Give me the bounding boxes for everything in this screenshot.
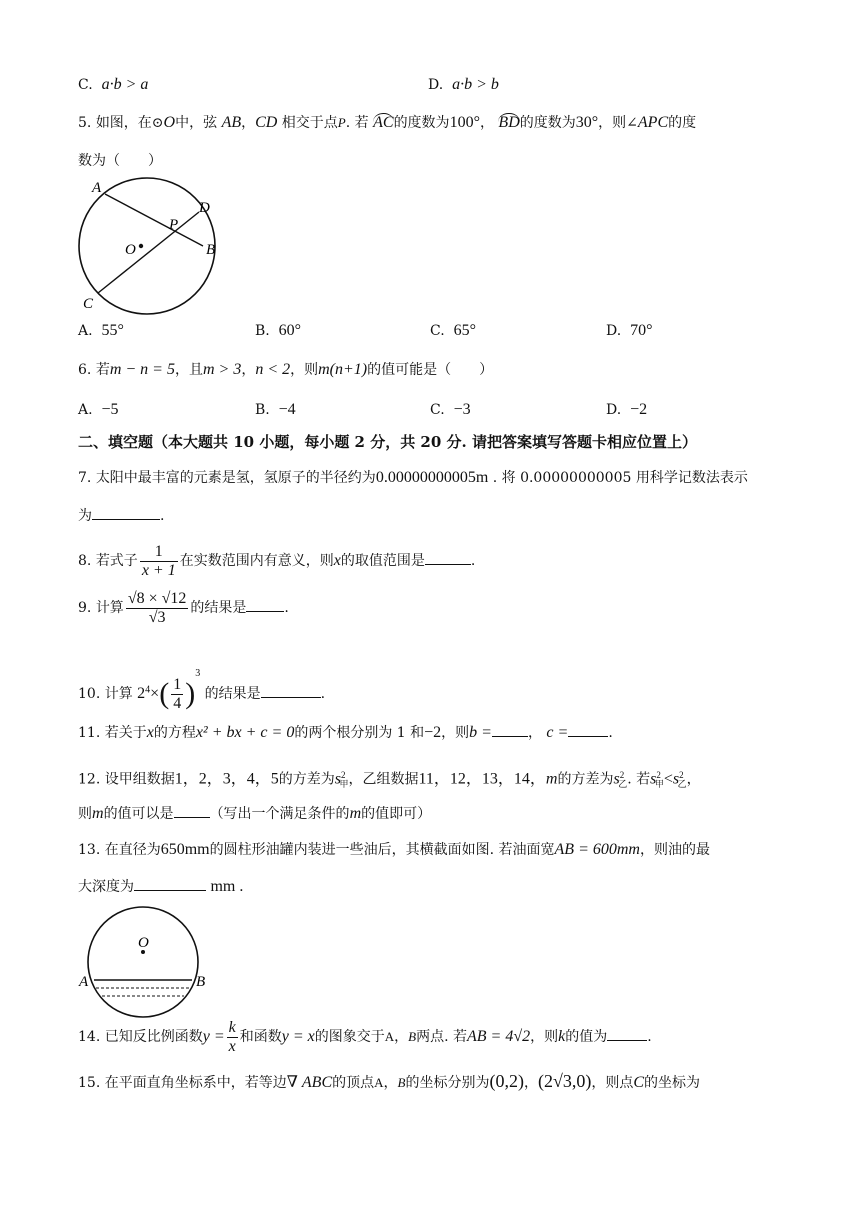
q6-option-d <box>606 400 647 420</box>
q5-text: 中，弦 <box>175 115 218 131</box>
q12-line-1: 12. 设甲组数据1，2，3，4，5的方差为$s^2_甲$，乙组数据11，12，13，14，m的方差为$s^2_乙$. 若$s^2_甲<s^2_乙$， <box>78 770 701 791</box>
answer-blank-b[interactable] <box>492 722 528 737</box>
q14-text: 的值为 <box>565 1029 608 1045</box>
q4-option-c <box>78 75 148 95</box>
q4-option-d-expr: a·b > b <box>452 76 499 93</box>
q13-text: 大深度为 <box>78 879 134 895</box>
q5-text: 如图，在⊙ <box>95 115 164 131</box>
root-value: −2 <box>424 724 442 741</box>
degree-30: 30° <box>575 114 599 131</box>
fraction-denominator: x + 1 <box>141 561 176 579</box>
q15-text: ， <box>523 1075 538 1091</box>
var-b: b = <box>469 724 492 741</box>
q12-text: 设甲组数据 <box>104 771 175 788</box>
variance-subscript: 乙 <box>677 780 687 791</box>
q12-text: 的值即可） <box>361 806 432 822</box>
var-m: m <box>545 770 558 788</box>
q5-option-b <box>255 321 301 341</box>
variance-symbol: s <box>650 770 657 788</box>
q12-text: 的方差为 <box>278 771 335 788</box>
answer-blank[interactable] <box>425 550 471 565</box>
q9-fraction <box>126 590 189 627</box>
option-label: D. <box>606 402 622 418</box>
q12-text: ， <box>686 771 701 788</box>
variance-symbol: s <box>672 770 680 788</box>
q6-condition: n < 2 <box>255 361 291 378</box>
chord-ab: AB <box>221 114 242 131</box>
q15-text: 在平面直角坐标系中，若等边 <box>104 1075 287 1091</box>
q12-text: 的方差为 <box>557 771 614 788</box>
answer-blank[interactable] <box>261 683 321 698</box>
q15-text: 的顶点 <box>332 1075 375 1091</box>
q10-line: 10. 计算 $2^4\times$( $\frac{1}{4}$ )$^3$ 的结果是 . <box>78 668 326 712</box>
q14-text: ， <box>394 1029 409 1045</box>
q8-fraction <box>140 543 178 580</box>
q6-option-b <box>255 400 296 420</box>
q5-text: ， <box>241 115 256 131</box>
point-a: A <box>384 1029 395 1044</box>
option-value: 65° <box>453 322 476 339</box>
times-sign: × <box>150 685 160 702</box>
q5-text: 相交于点 <box>281 115 338 131</box>
arc-bd: BD <box>498 114 520 131</box>
q14-text: 两点. 若 <box>416 1029 467 1045</box>
question-number: 7. <box>78 470 92 486</box>
q5-text: 的度 <box>668 115 697 131</box>
q15-text: ，则点 <box>591 1075 634 1091</box>
question-number: 9. <box>78 600 92 616</box>
answer-blank[interactable] <box>134 876 206 891</box>
q11-text: 的两个根分别为 1 和 <box>294 725 425 741</box>
q13-text: ，则油的最 <box>639 842 710 858</box>
option-value: 60° <box>278 322 302 339</box>
question-number: 6. <box>78 362 92 378</box>
question-number: 10. <box>78 686 101 702</box>
q14-text: ，则 <box>530 1029 559 1045</box>
q6-text: 若 <box>95 362 110 378</box>
point-a: A <box>374 1075 384 1090</box>
question-number: 8. <box>78 553 92 569</box>
less-than: < <box>663 770 673 788</box>
power-exponent: 4 <box>145 684 151 696</box>
q14-text: 已知反比例函数 <box>104 1029 203 1045</box>
degree-100: 100° <box>449 114 480 131</box>
triangle-abc: ∇ ABC <box>286 1074 333 1091</box>
q7-text: . 将 0.00000000005 用科学记数法表示 <box>492 470 748 486</box>
q12-line-2 <box>78 803 431 824</box>
q5-line-2 <box>78 151 162 171</box>
q5-text: 的度数为 <box>519 115 576 131</box>
point-p: P <box>337 115 346 130</box>
data-set-b: 11，12，13，14， <box>418 770 546 788</box>
function-y: y = <box>202 1028 225 1045</box>
q6-text: 的值可能是（ ） <box>367 362 494 378</box>
q13-tank-figure <box>74 902 214 1022</box>
section-title: 二、填空题（本大题共 10 小题，每小题 2 分，共 20 分. 请把答案填写答题卡相应位置上） <box>78 433 697 451</box>
point-b: B <box>397 1075 406 1090</box>
answer-blank[interactable] <box>246 597 284 612</box>
fraction-numerator: 1 <box>173 675 182 693</box>
unit-mm: mm . <box>210 878 244 895</box>
variance-symbol: s <box>613 770 620 788</box>
option-label: C. <box>78 77 93 93</box>
fig13-label-b: B <box>196 974 206 990</box>
q13-text: 的圆柱形油罐内装进一些油后，其横截面如图. 若油面宽 <box>209 842 555 858</box>
fig13-label-o: O <box>138 935 149 951</box>
answer-blank[interactable] <box>174 803 210 818</box>
question-number: 5. <box>78 115 92 131</box>
point-c: C <box>633 1074 644 1091</box>
q7-text: 太阳中最丰富的元素是氢，氢原子的半径约为 <box>95 470 376 486</box>
var-x: x <box>146 724 154 741</box>
q12-text: ，乙组数据 <box>348 771 419 788</box>
q9-line <box>78 586 289 630</box>
q13-line-1 <box>78 840 710 860</box>
question-number: 15. <box>78 1075 101 1091</box>
q14-text: . <box>647 1029 652 1045</box>
q10-text: . <box>320 686 326 702</box>
option-label: C. <box>430 402 445 418</box>
var-k: k <box>558 1028 566 1045</box>
option-label: A. <box>78 402 93 418</box>
circle-center: O <box>163 114 176 131</box>
option-value: −4 <box>278 401 296 418</box>
q12-text: 则 <box>78 806 92 822</box>
fig5-label-o: O <box>125 242 136 258</box>
option-label: D. <box>606 323 622 339</box>
q11-text: ，则 <box>441 725 470 741</box>
fig5-label-c: C <box>83 296 94 312</box>
q5-circle-figure <box>72 176 232 316</box>
q6-equation: m − n = 5 <box>109 361 175 378</box>
option-value: −3 <box>453 401 471 418</box>
option-label: C. <box>430 323 445 339</box>
q5-text: . 若 <box>345 115 369 131</box>
q6-text: ， <box>241 362 256 378</box>
question-number: 11. <box>78 725 101 741</box>
fig5-label-b: B <box>206 242 216 258</box>
fraction-numerator: √8 × √12 <box>127 589 187 607</box>
option-value: −5 <box>101 401 119 418</box>
q6-option-c <box>430 400 471 420</box>
power-base: 2 <box>137 685 146 702</box>
q7-line-2 <box>78 505 164 526</box>
q10-text: 计算 <box>104 686 133 702</box>
angle-apc: APC <box>637 114 669 131</box>
variance-subscript: 甲 <box>339 780 349 791</box>
q5-line-1 <box>78 113 696 133</box>
q9-text: 的结果是 <box>190 600 247 616</box>
option-value: 70° <box>630 322 653 339</box>
option-label: B. <box>255 323 270 339</box>
fraction-denominator: √3 <box>148 608 166 626</box>
q5-option-a <box>78 321 124 341</box>
q8-text: 若式子 <box>95 553 138 569</box>
q8-text: 在实数范围内有意义，则 <box>179 553 334 569</box>
segment-ab: AB = 4√2 <box>466 1028 531 1045</box>
var-x: x <box>333 552 341 569</box>
answer-blank[interactable] <box>607 1026 647 1041</box>
q12-text: 的值可以是 <box>103 806 174 822</box>
q6-condition: m > 3 <box>202 361 242 378</box>
q7-line-1 <box>78 468 748 488</box>
answer-blank-c[interactable] <box>568 722 608 737</box>
q11-text: 的方程 <box>153 725 196 741</box>
var-m: m <box>92 805 104 822</box>
question-number: 12. <box>78 771 101 788</box>
q10-text: 的结果是 <box>204 686 261 702</box>
q11-text: . <box>608 725 613 741</box>
q13-text: 在直径为 <box>104 842 161 858</box>
option-label: B. <box>255 402 270 418</box>
q5-text: ， <box>479 115 494 131</box>
coord-b: (2√3,0) <box>537 1071 592 1091</box>
coord-a: (0,2) <box>489 1071 524 1091</box>
fig13-label-a: A <box>79 974 89 990</box>
question-number: 14. <box>78 1029 101 1045</box>
q5-option-c <box>430 321 476 341</box>
q15-line <box>78 1071 700 1093</box>
variance-subscript: 甲 <box>654 780 664 791</box>
q11-text: ， <box>527 725 542 741</box>
q14-text: 和函数 <box>239 1029 282 1045</box>
q8-line <box>78 540 475 582</box>
q9-text: 计算 <box>95 600 124 616</box>
q12-text: . 若 <box>627 771 651 788</box>
q8-text: 的取值范围是 <box>340 553 425 569</box>
option-value: 55° <box>101 322 124 339</box>
q11-equation: x² + bx + c = 0 <box>195 724 295 741</box>
fraction-numerator: 1 <box>140 543 178 562</box>
q14-line <box>78 1016 652 1058</box>
q5-option-d <box>606 321 653 341</box>
q8-text: . <box>470 553 476 569</box>
q13-line-2 <box>78 876 243 897</box>
variance-symbol: s <box>334 770 341 788</box>
q7-text: . <box>160 508 165 524</box>
variance-subscript: 乙 <box>618 780 628 791</box>
fig5-label-p: P <box>169 217 179 233</box>
q15-text: ， <box>383 1075 398 1091</box>
fraction-denominator: x <box>228 1037 236 1055</box>
var-m: m <box>349 805 362 822</box>
diameter-value: 650mm <box>160 841 210 858</box>
var-c: c = <box>546 724 569 741</box>
q5-text: ，则∠ <box>598 115 638 131</box>
fig5-label-d: D <box>199 200 210 216</box>
q10-fraction <box>171 676 183 713</box>
q11-line <box>78 722 613 743</box>
point-b: B <box>408 1029 417 1044</box>
q5-text: 数为（ ） <box>78 153 162 169</box>
q4-option-c-expr: a·b > a <box>101 76 149 93</box>
q6-option-a <box>78 400 119 420</box>
fraction-numerator: k <box>228 1018 236 1036</box>
width-value: AB = 600mm <box>554 841 640 858</box>
q12-text: （写出一个满足条件的 <box>209 806 350 822</box>
q11-text: 若关于 <box>104 725 147 741</box>
q7-text: 为 <box>78 508 92 524</box>
data-set-a: 1，2，3，4，5 <box>174 770 279 788</box>
q6-line <box>78 360 493 380</box>
q9-text: . <box>284 600 289 616</box>
chord-cd: CD <box>255 114 278 131</box>
q6-text: ，则 <box>290 362 319 378</box>
option-label: A. <box>78 323 93 339</box>
q15-text: 的坐标为 <box>644 1075 700 1091</box>
option-label: D. <box>428 77 444 93</box>
fraction-denominator: 4 <box>173 694 182 712</box>
q5-text: 的度数为 <box>393 115 450 131</box>
fig5-label-a: A <box>92 180 102 196</box>
q7-value: 0.00000000005m <box>375 469 489 486</box>
q6-text: ，且 <box>174 362 203 378</box>
q14-text: 的图象交于 <box>314 1029 385 1045</box>
q4-option-d <box>428 75 499 95</box>
power-exponent: 3 <box>195 668 201 679</box>
question-number: 13. <box>78 842 101 858</box>
q15-text: 的坐标分别为 <box>405 1075 490 1091</box>
option-value: −2 <box>630 401 648 418</box>
q6-expression: m(n+1) <box>318 361 368 378</box>
arc-ac: AC <box>373 114 394 131</box>
function-y-eq-x: y = x <box>281 1028 315 1045</box>
q14-fraction <box>227 1019 238 1056</box>
answer-blank[interactable] <box>92 505 160 520</box>
